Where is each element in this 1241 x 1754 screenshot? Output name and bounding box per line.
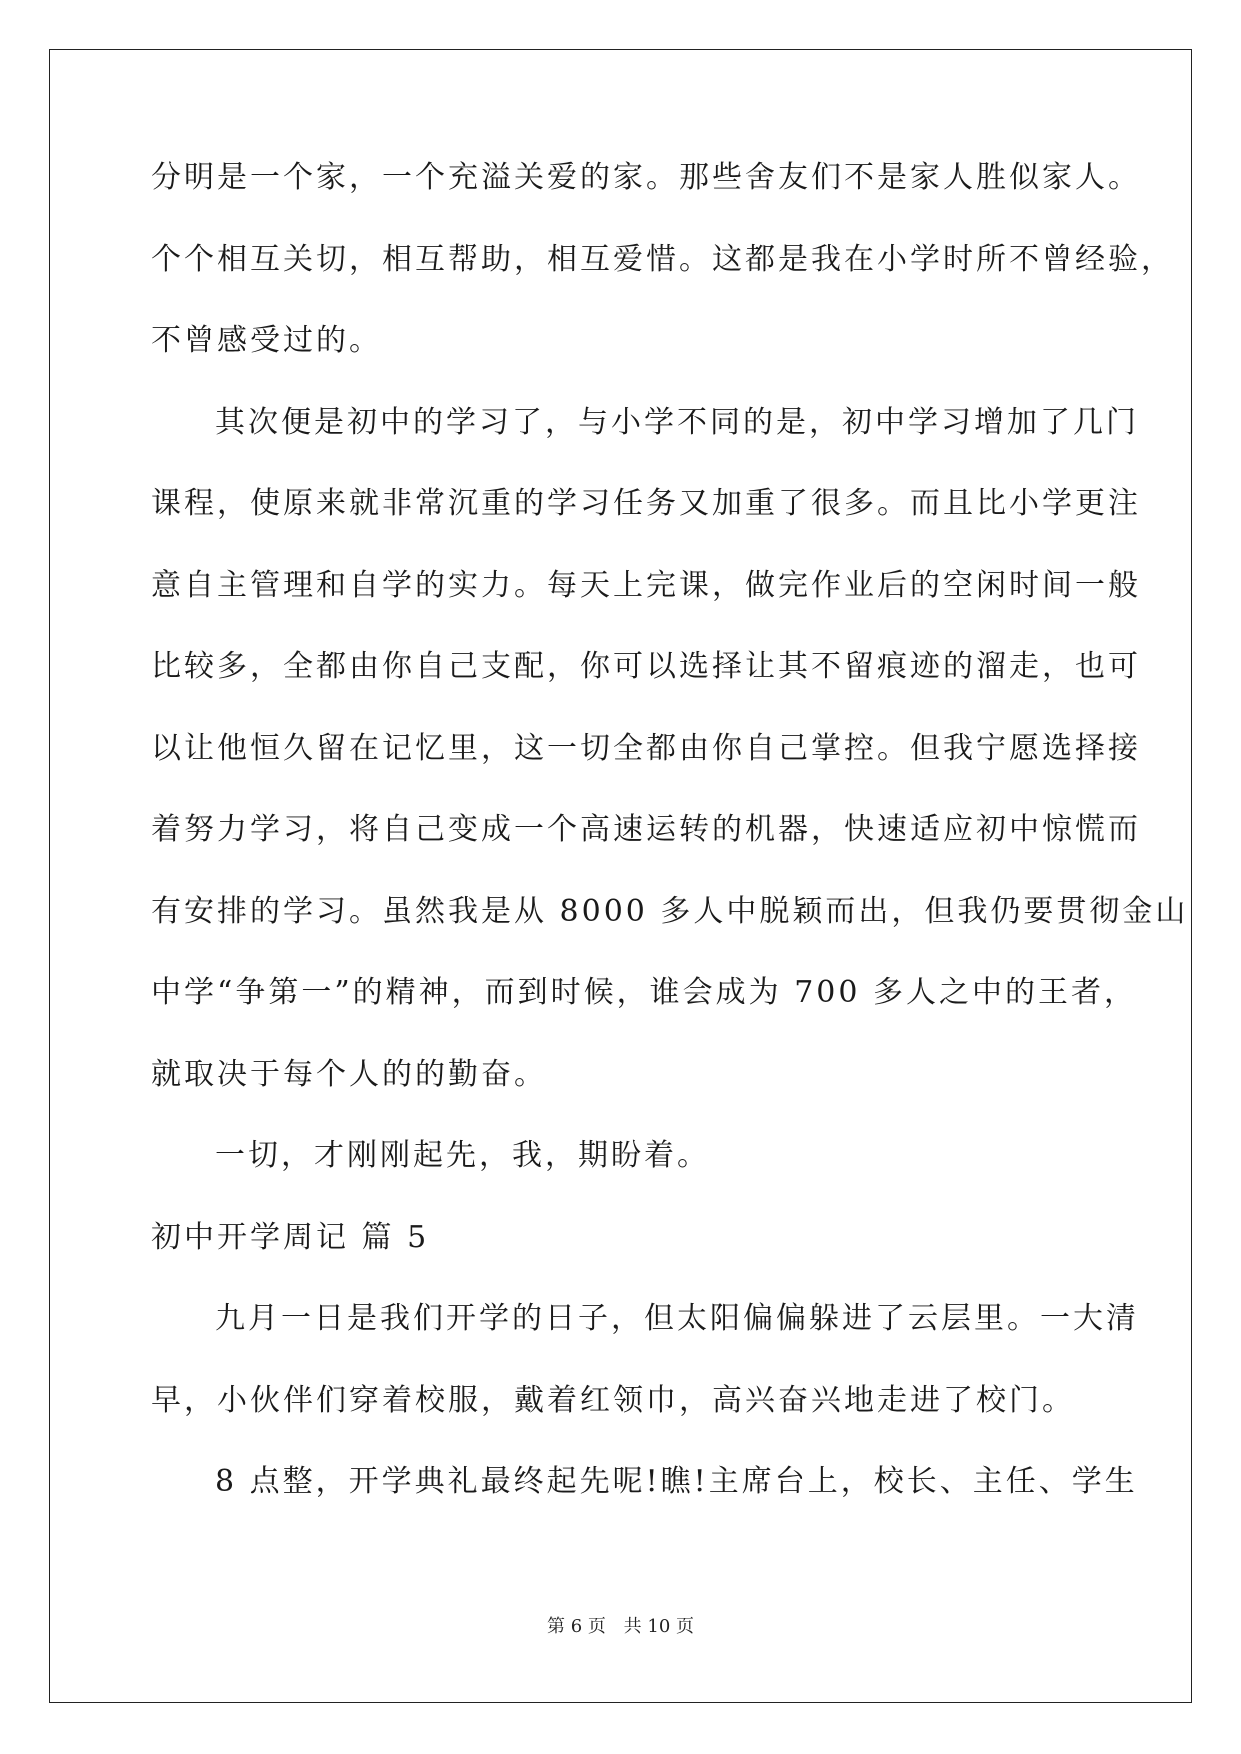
text-line: 就取决于每个人的的勤奋。 [151,1056,547,1092]
section-heading: 初中开学周记 篇 5 [151,1219,430,1255]
text-line: 早，小伙伴们穿着校服，戴着红领巾，高兴奋兴地走进了校门。 [151,1382,1075,1418]
page-number: 第 6 页 [547,1616,606,1637]
text-line: 比较多，全都由你自己支配，你可以选择让其不留痕迹的溜走，也可 [151,649,1141,684]
paragraph-start-line: 一切，才刚刚起先，我，期盼着。 [215,1138,710,1173]
text-line: 课程，使原来就非常沉重的学习任务又加重了很多。而且比小学更注 [151,486,1141,521]
text-line: 以让他恒久留在记忆里，这一切全都由你自己掌控。但我宁愿选择接 [151,730,1141,766]
text-line: 不曾感受过的。 [151,323,382,358]
page-footer [0,1612,1241,1638]
paragraph-start-line: 其次便是初中的学习了，与小学不同的是，初中学习增加了几门 [215,404,1139,440]
text-line: 意自主管理和自学的实力。每天上完课，做完作业后的空闲时间一般 [151,567,1141,603]
text-line: 分明是一个家，一个充溢关爱的家。那些舍友们不是家人胜似家人。 [151,160,1141,195]
paragraph-start-line: 8 点整，开学典礼最终起先呢!瞧!主席台上，校长、主任、学生 [215,1464,1138,1499]
document-body [151,155,1189,1541]
text-line: 有安排的学习。虽然我是从 8000 多人中脱颖而出，但我仍要贯彻金山 [151,893,1189,929]
text-line: 着努力学习，将自己变成一个高速运转的机器，快速适应初中惊慌而 [151,812,1141,847]
page-total: 共 10 页 [623,1616,694,1637]
paragraph-start-line: 九月一日是我们开学的日子，但太阳偏偏躲进了云层里。一大清 [215,1301,1139,1336]
text-line: 个个相互关切，相互帮助，相互爱惜。这都是我在小学时所不曾经验， [151,241,1174,277]
text-line: 中学“争第一”的精神，而到时候，谁会成为 700 多人之中的王者， [151,975,1138,1010]
